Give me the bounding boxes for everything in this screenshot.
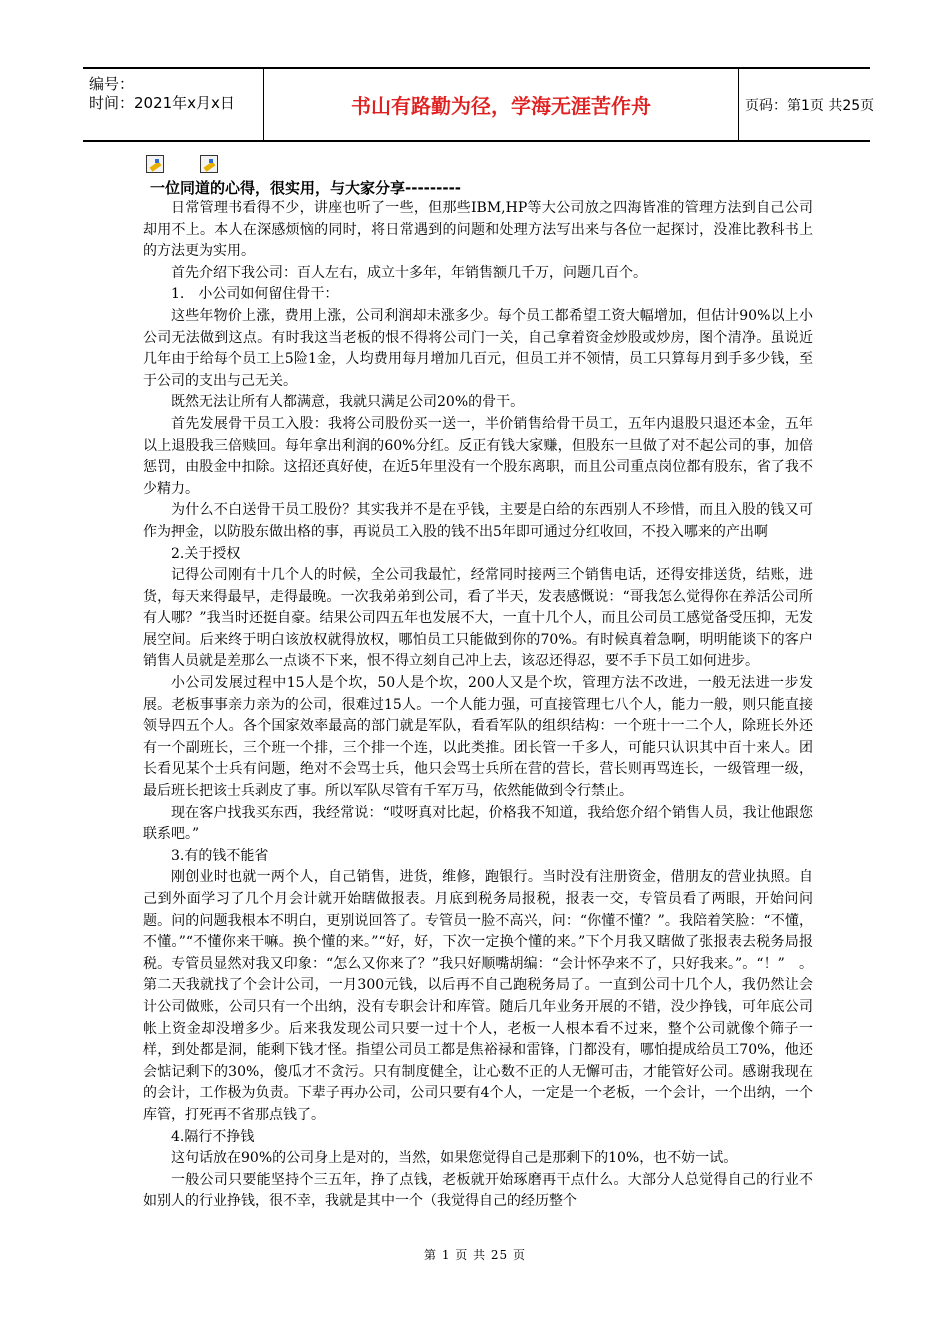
paragraph: 4.隔行不挣钱 [171, 1128, 255, 1145]
paragraph: 小公司发展过程中15人是个坎，50人是个坎，200人又是个坎，管理方法不改进，一般无法进一步发展。老板事事亲力亲为的公司，很难过15人。一个人能力强，可直接管理七八个人，能力一般，则只能直接领导四五个人。各个国家效率最高的部门就是军队，看看军队的组织结构：一个班十一二个人，除班长外还有一个副班长，三个班一个排，三个排一个连，以此类推。团长管一千多人，可能只认识其中百十来人。团长看见某个士兵有问题，绝对不会骂士兵，他只会骂士兵所在营的营长，营长则再骂连长，一级管理一级，最后班长把该士兵剥皮了事。所以军队尽管有千军万马，依然能做到令行禁止。 [143, 675, 813, 800]
edit-icon[interactable] [200, 155, 218, 173]
time-label: 时间：2021年x月x日 [89, 94, 235, 112]
header-meta [83, 69, 263, 140]
header-motto: 书山有路勤为径，学海无涯苦作舟 [351, 94, 651, 118]
number-label: 编号： [89, 75, 135, 93]
article-title: 一位同道的心得，很实用，与大家分享--------- [150, 179, 462, 197]
paragraph: 日常管理书看得不少，讲座也听了一些，但那些IBM,HP等大公司放之四海皆准的管理方法到自己公司却用不上。本人在深感烦恼的同时，将日常遇到的问题和处理方法写出来与各位一起探讨，没准比教科书上的方法更为实用。 [143, 200, 813, 260]
icon-row [146, 155, 218, 175]
paragraph: 记得公司刚有十几个人的时候，全公司我最忙，经常同时接两三个销售电话，还得安排送货，结账，进货，每天来得最早，走得最晚。一次我弟弟到公司，看了半天，发表感慨说：“哥我怎么觉得你在养活公司所有人哪？”我当时还挺自豪。结果公司四五年也发展不大，一直十几个人，而且公司员工感觉备受压抑，无发展空间。后来终于明白该放权就得放权，哪怕员工只能做到你的70%。有时候真着急啊，明明能谈下的客户销售人员就是差那么一点谈不下来，恨不得立刻自己冲上去，该忍还得忍，要不手下员工如何进步。 [143, 567, 813, 670]
paragraph: 1. 小公司如何留住骨干： [171, 286, 339, 303]
paragraph: 刚创业时也就一两个人，自己销售，进货，维修，跑银行。当时没有注册资金，借朋友的营业执照。自己到外面学习了几个月会计就开始瞎做报表。月底到税务局报税，报表一交，专管员看了两眼，开始问问题。问的问题我根本不明白，更别说回答了。专管员一脸不高兴，问：“你懂不懂？”。我陪着笑脸：“不懂，不懂。”“不懂你来干嘛。换个懂的来。”“好，好，下次一定换个懂的来。”下个月我又瞎做了张报表去税务局报税。专管员显然对我又印象：“怎么又你来了？”我只好顺嘴胡编：“会计怀孕来不了，只好我来。”。“！” 。第二天我就找了个会计公司，一月300元钱，以后再不自己跑税务局了。一直到公司十几个人，我仍然让会计公司做账，公司只有一个出纳，没有专职会计和库管。随后几年业务开展的不错，没少挣钱，可年底公司帐上资金却没增多少。后来我发现公司只要一过十个人，老板一人根本看不过来，整个公司就像个筛子一样，到处都是洞，能剩下钱才怪。指望公司员工都是焦裕禄和雷锋，门都没有，哪怕提成给员工70%，他还会惦记剩下的30%，傻瓜才不贪污。只有制度健全，让心数不正的人无懈可击，才能管好公司。感谢我现在的会计，工作极为负责。下辈子再办公司，公司只要有4个人，一定是一个老板，一个会计，一个出纳，一个库管，打死再不省那点钱了。 [143, 869, 813, 1123]
paragraph: 2.关于授权 [171, 545, 241, 562]
page-header [83, 67, 875, 142]
paragraph: 首先发展骨干员工入股：我将公司股份买一送一，半价销售给骨干员工，五年内退股只退还本金，五年以上退股我三倍赎回。每年拿出利润的60%分红。反正有钱大家赚，但股东一旦做了对不起公司的事，加倍惩罚，由股金中扣除。这招还真好使，在近5年里没有一个股东离职，而且公司重点岗位都有股东，省了我不少精力。 [143, 415, 813, 497]
paragraph: 这句话放在90%的公司身上是对的，当然，如果您觉得自己是那剩下的10%，也不妨一试。 [171, 1150, 738, 1167]
paragraph: 现在客户找我买东西，我经常说：“哎呀真对比起，价格我不知道，我给您介绍个销售人员，我让他跟您联系吧。” [143, 804, 813, 843]
paragraph: 这些年物价上涨，费用上涨，公司利润却未涨多少。每个员工都希望工资大幅增加，但估计90%以上小公司无法做到这点。有时我这当老板的恨不得将公司门一关，自己拿着资金炒股或炒房，图个清净。虽说近几年由于给每个员工上5险1金，人均费用每月增加几百元，但员工并不领情，员工只算每月到手多少钱，至于公司的支出与己无关。 [143, 307, 813, 389]
paragraph: 一般公司只要能坚持个三五年，挣了点钱，老板就开始琢磨再干点什么。大部分人总觉得自己的行业不如别人的行业挣钱，很不幸，我就是其中一个（我觉得自己的经历整个 [143, 1171, 813, 1210]
paragraph: 为什么不白送骨干员工股份？其实我并不是在乎钱，主要是白给的东西别人不珍惜，而且入股的钱又可作为押金，以防股东做出格的事，再说员工入股的钱不出5年即可通过分红收回，不投入哪来的产出啊 [143, 502, 813, 540]
edit-icon[interactable] [146, 155, 164, 173]
paragraph: 首先介绍下我公司：百人左右，成立十多年，年销售额几千万，问题几百个。 [171, 264, 647, 281]
paragraph: 3.有的钱不能省 [171, 847, 269, 864]
paragraph: 既然无法让所有人都满意，我就只满足公司20%的骨干。 [171, 394, 525, 411]
page-footer: 第 1 页 共 25 页 [424, 1248, 526, 1262]
article-body [143, 198, 813, 1213]
header-page-info: 页码：第1页 共25页 [745, 97, 875, 114]
